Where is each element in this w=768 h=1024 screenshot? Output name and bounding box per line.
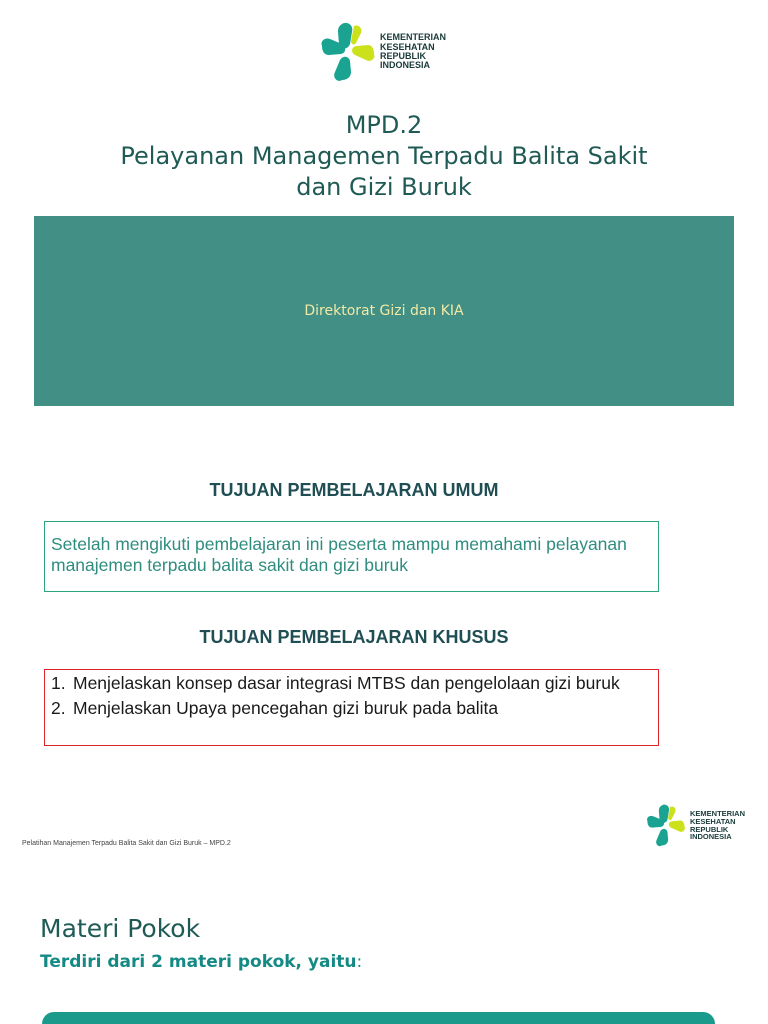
kemenkes-logo: [320, 22, 446, 82]
tpk-heading: TUJUAN PEMBELAJARAN KHUSUS: [199, 627, 509, 647]
kemenkes-emblem-icon: [320, 22, 376, 82]
kemenkes-logo-text: KEMENTERIAN KESEHATAN REPUBLIK INDONESIA: [380, 32, 447, 71]
materi-item-bar: [42, 1012, 715, 1024]
list-item: 2. Menjelaskan Upaya pencegahan gizi buruk pada balita: [51, 698, 499, 718]
tpk-box: [44, 669, 659, 746]
kemenkes-logo-small: [646, 804, 745, 847]
tpu-box: Setelah mengikuti pembelajaran ini peserta mampu memahami pelayanan manajemen terpadu balita sakit dan gizi buruk: [44, 521, 659, 592]
list-item: 1. Menjelaskan konsep dasar integrasi MTBS dan pengelolaan gizi buruk: [51, 673, 620, 693]
directorate-banner: [34, 216, 734, 406]
banner-text: Direktorat Gizi dan KIA: [304, 303, 464, 319]
title-line-1: Pelayanan Managemen Terpadu Balita Sakit: [120, 142, 648, 170]
materi-pokok-subtitle: Terdiri dari 2 materi pokok, yaitu:: [40, 952, 363, 972]
materi-pokok-title: Materi Pokok: [40, 914, 201, 943]
kemenkes-logo-text: KEMENTERIAN KESEHATAN REPUBLIK INDONESIA: [690, 808, 746, 842]
tpu-heading: TUJUAN PEMBELAJARAN UMUM: [209, 480, 499, 500]
title-line-2: dan Gizi Buruk: [296, 173, 472, 201]
title-code: MPD.2: [345, 111, 423, 139]
slide-title: [0, 110, 768, 203]
tpk-list: [51, 673, 652, 718]
slide-footer: Pelatihan Manajemen Terpadu Balita Sakit dan Gizi Buruk – MPD.2: [22, 840, 231, 847]
kemenkes-emblem-icon: [646, 804, 686, 847]
